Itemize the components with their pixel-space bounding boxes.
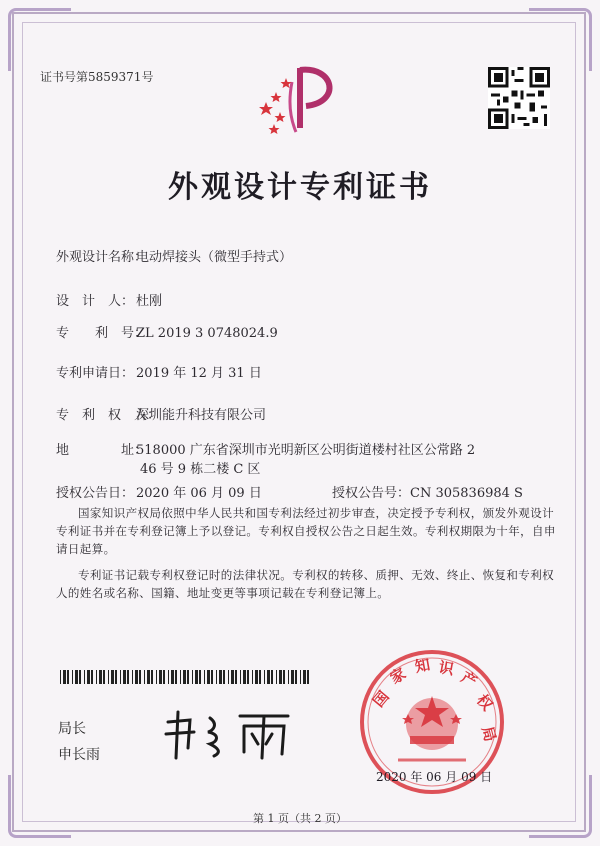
design-name-row bbox=[56, 246, 292, 265]
svg-text:国: 国 bbox=[369, 687, 393, 711]
patentee-value: 深圳能升科技有限公司 bbox=[136, 408, 267, 423]
corner-ornament-bottom-left bbox=[8, 775, 71, 838]
svg-text:局: 局 bbox=[478, 724, 500, 744]
grant-date-label: 授权公告日： bbox=[56, 486, 135, 501]
grant-statement-paragraph: 国家知识产权局依照中华人民共和国专利法经过初步审查，决定授予专利权，颁发外观设计专利证书并在专利登记簿上予以登记。专利权自授权公告之日起生效。专利权期限为十年，自申请日起算。 bbox=[56, 506, 556, 556]
patentee-row bbox=[56, 404, 266, 423]
grant-number-label: 授权公告号： bbox=[332, 486, 411, 501]
svg-text:产: 产 bbox=[458, 667, 481, 691]
barcode-icon bbox=[60, 670, 310, 684]
svg-text:知: 知 bbox=[413, 655, 432, 676]
grant-number-row bbox=[332, 482, 523, 501]
certificate-number: 证书号第5859371号 bbox=[40, 70, 154, 84]
grant-number-value: CN 305836984 S bbox=[410, 486, 523, 501]
design-name-label: 外观设计名称： bbox=[56, 250, 148, 265]
qr-code-icon bbox=[488, 67, 550, 129]
corner-ornament-top-left bbox=[8, 8, 71, 71]
handwritten-signature bbox=[160, 708, 300, 760]
legal-status-paragraph: 专利证书记载专利权登记时的法律状况。专利权的转移、质押、无效、终止、恢复和专利权人的姓名或名称、国籍、地址变更等事项记载在专利登记簿上。 bbox=[56, 568, 554, 600]
grant-date-row bbox=[56, 482, 262, 501]
page-number: 第 1 页（共 2 页） bbox=[253, 812, 347, 825]
svg-text:识: 识 bbox=[437, 658, 456, 679]
svg-text:权: 权 bbox=[472, 691, 497, 715]
designer-row bbox=[56, 290, 162, 309]
patent-number-value: ZL 2019 3 0748024.9 bbox=[136, 326, 278, 341]
designer-value: 杜刚 bbox=[136, 294, 163, 309]
application-date-value: 2019 年 12 月 31 日 bbox=[136, 366, 262, 381]
designer-label: 设 计 人： bbox=[56, 294, 135, 309]
design-name-value: 电动焊接头（微型手持式） bbox=[136, 250, 293, 265]
address-line-2: 46 号 9 栋二楼 C 区 bbox=[140, 462, 261, 477]
patent-number-row bbox=[56, 322, 278, 341]
seal-date: 2020 年 06 月 09 日 bbox=[376, 770, 493, 784]
grant-date-value: 2020 年 06 月 09 日 bbox=[136, 486, 262, 501]
patent-office-logo-icon bbox=[248, 62, 348, 142]
patent-number-label: 专 利 号： bbox=[56, 326, 148, 341]
corner-ornament-bottom-right bbox=[529, 775, 592, 838]
application-date-row bbox=[56, 362, 262, 381]
svg-text:家: 家 bbox=[387, 664, 410, 688]
director-title: 局长 bbox=[58, 721, 86, 737]
director-name: 申长雨 bbox=[58, 747, 100, 763]
address-line-1: 518000 广东省深圳市光明新区公明街道楼村社区公常路 2 bbox=[136, 443, 476, 458]
corner-ornament-top-right bbox=[529, 8, 592, 71]
patentee-label: 专 利 权 人： bbox=[56, 408, 161, 423]
address-label: 地 址： bbox=[56, 443, 148, 458]
application-date-label: 专利申请日： bbox=[56, 366, 135, 381]
certificate-title: 外观设计专利证书 bbox=[168, 170, 432, 205]
address-row bbox=[56, 439, 475, 458]
